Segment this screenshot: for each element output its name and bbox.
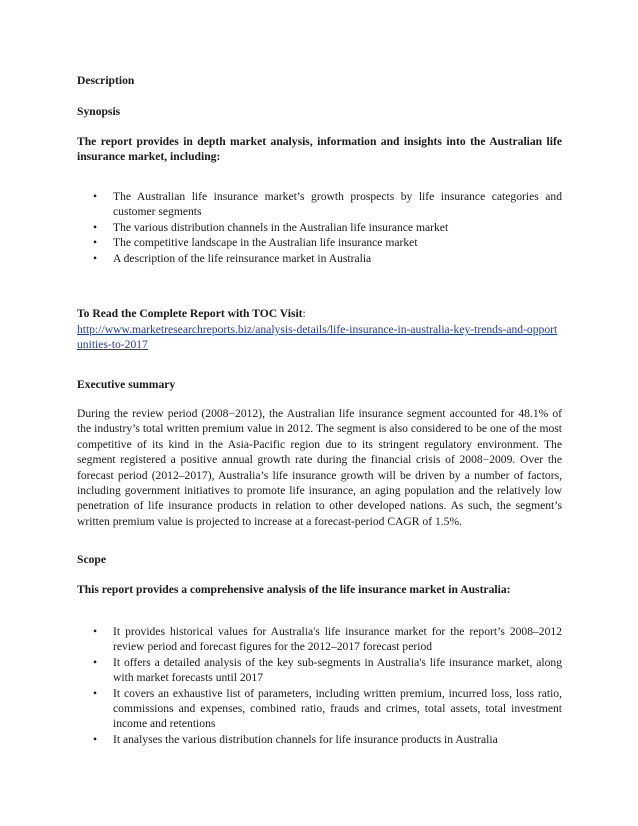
heading-description: Description — [77, 74, 135, 87]
synopsis-intro: The report provides in depth market analysis, information and insights into the Australian life insurance market, including: — [77, 135, 562, 164]
list-item — [77, 655, 562, 686]
synopsis-bullet-text: A description of the life reinsurance market in Australia — [113, 251, 372, 265]
report-link[interactable]: http://www.marketresearchreports.biz/analysis-details/life-insurance-in-australia-key-trends-and-opportunities-to-2017 — [77, 323, 558, 352]
heading-scope: Scope — [77, 553, 106, 566]
bullet-icon: • — [93, 251, 98, 265]
list-item — [77, 732, 562, 747]
bullet-icon: • — [93, 655, 98, 669]
synopsis-bullet-text: The various distribution channels in the Australian life insurance market — [113, 220, 449, 234]
list-item — [77, 624, 562, 655]
synopsis-bullet-text: The competitive landscape in the Australian life insurance market — [113, 236, 418, 250]
list-item — [77, 251, 562, 266]
scope-bullet-text: It covers an exhaustive list of parameters, including written premium, incurred loss, loss ratio, commissions and expenses, combined ratio, frauds and crimes, total assets, total investment income and retentions — [113, 686, 562, 731]
toc-colon: : — [302, 307, 306, 320]
scope-bullet-list — [77, 624, 562, 747]
bullet-icon: • — [93, 236, 98, 250]
heading-synopsis: Synopsis — [77, 105, 121, 118]
bullet-icon: • — [93, 732, 98, 746]
heading-executive-summary: Executive summary — [77, 378, 176, 391]
toc-link-wrapper — [77, 322, 562, 353]
list-item — [77, 235, 562, 250]
toc-line — [77, 306, 562, 321]
synopsis-bullet-list — [77, 189, 562, 266]
bullet-icon: • — [93, 190, 98, 203]
bullet-icon: • — [93, 686, 98, 700]
executive-summary-text: During the review period (2008−2012), the Australian life insurance segment accounted for 48.1% of the industry’s total written premium value in 2012. The segment is also considered to be one of the most competitive of its kind in the Asia-Pacific region due to its stringent regulatory environment. The segment registered a positive annual growth rate during the financial crisis of 2008−2009. Over the forecast period (2012–2017), Australia’s life insurance growth will be driven by a number of factors, including government initiatives to promote life insurance, an aging population and the relatively low penetration of life insurance products in relation to other developed nations. As such, the segment’s written premium value is projected to increase at a forecast-period CAGR of 1.5%. — [77, 407, 562, 528]
bullet-icon: • — [93, 220, 98, 234]
list-item — [77, 189, 562, 220]
scope-bullet-text: It offers a detailed analysis of the key sub-segments in Australia's life insurance market, along with market forecasts until 2017 — [113, 655, 562, 685]
synopsis-bullet-text: The Australian life insurance market’s growth prospects by life insurance categories and customer segments — [113, 190, 562, 219]
scope-bullet-text: It provides historical values for Australia's life insurance market for the report’s 2008–2012 review period and forecast figures for the 2012–2017 forecast period — [113, 625, 562, 654]
list-item — [77, 686, 562, 732]
list-item — [77, 220, 562, 235]
bullet-icon: • — [93, 625, 98, 638]
toc-label: To Read the Complete Report with TOC Visit — [77, 307, 303, 320]
scope-bullet-text: It analyses the various distribution channels for life insurance products in Australia — [113, 732, 498, 746]
scope-intro: This report provides a comprehensive analysis of the life insurance market in Australia: — [77, 583, 511, 596]
